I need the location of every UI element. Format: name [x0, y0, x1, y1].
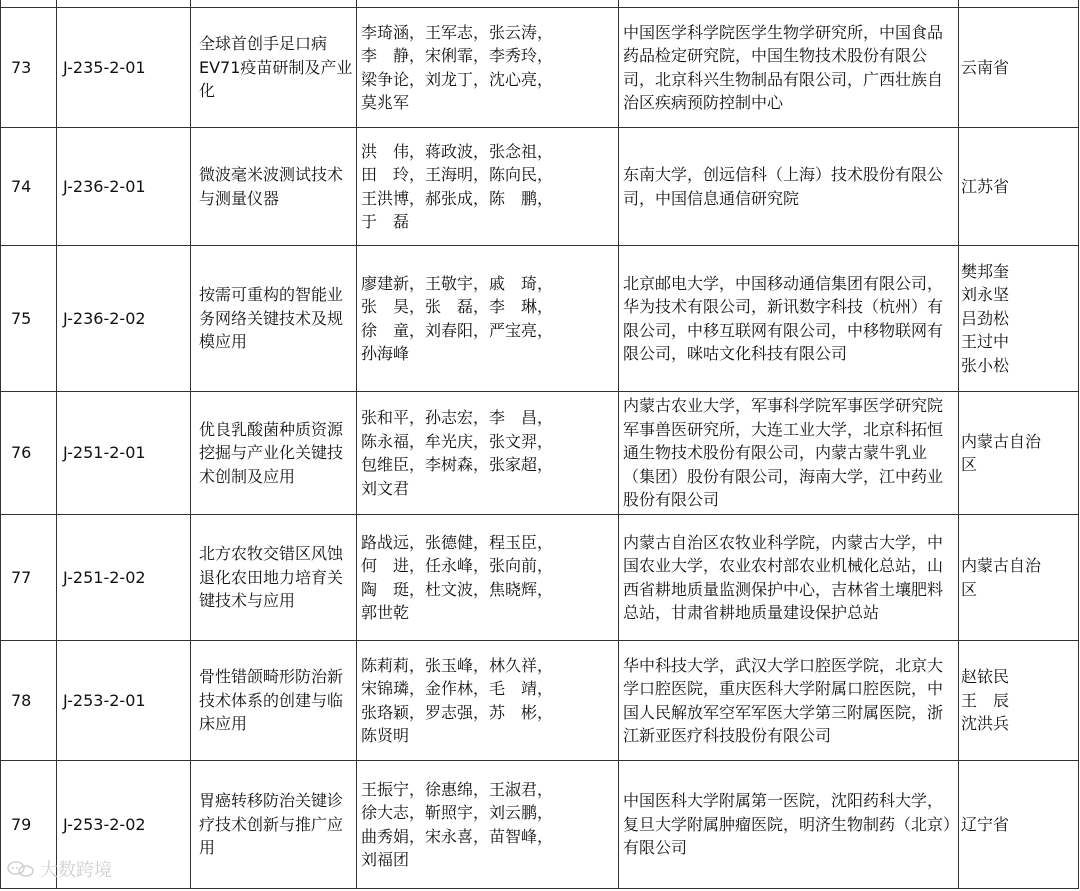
completers-line: 廖建新，王敬宇，戚 琦，: [361, 273, 554, 293]
project-code: J-236-2-01: [57, 128, 191, 246]
project-name: 胃癌转移防治关键诊疗技术创新与推广应用: [191, 761, 357, 889]
nominator-line: 内蒙古自治: [961, 556, 1042, 575]
completers-line: 李 静，宋俐霏，李秀玲，: [361, 46, 554, 65]
completers-line: 路战远，张德健，程玉臣，: [361, 532, 554, 552]
organizations: 华中科技大学，武汉大学口腔医学院，北京大学口腔医院，重庆医科大学附属口腔医院，中国人民解放军空军军医大学第三附属医院，浙江新亚医疗科技股份有限公司: [619, 641, 959, 761]
completers-line: 刘文君: [361, 478, 410, 498]
completers-line: 李琦涵，王军志，张云涛，: [361, 22, 554, 42]
completers-line: 田 玲，王海明，陈向民，: [361, 165, 554, 184]
table-row: [1, 392, 1079, 515]
table-top-strip: [1, 0, 1079, 8]
table-row: [1, 128, 1079, 246]
project-name: 按需可重构的智能业务网络关键技术及规模应用: [191, 246, 357, 392]
completers-line: 孙海峰: [361, 344, 410, 363]
completers-cell: [357, 515, 619, 641]
nominator-line: 王过中: [961, 332, 1010, 352]
completers-line: 张珞颖，罗志强，苏 彬，: [361, 702, 554, 722]
completers-line: 陈莉莉，张玉峰，林久祥，: [361, 655, 554, 675]
row-number: 75: [1, 246, 57, 392]
nominator-cell: [959, 641, 1079, 761]
project-code: J-235-2-01: [57, 8, 191, 128]
nominator-line: 辽宁省: [961, 814, 1010, 834]
nominator-cell: [959, 392, 1079, 515]
table-row: [1, 515, 1079, 641]
project-name: 微波毫米波测试技术与测量仪器: [191, 128, 357, 246]
nominator-cell: [959, 515, 1079, 641]
project-code: J-253-2-01: [57, 641, 191, 761]
row-number: 74: [1, 128, 57, 246]
completers-line: 何 进，任永峰，张向前，: [361, 556, 554, 575]
completers-line: 曲秀娟，宋永喜，苗智峰，: [361, 826, 554, 846]
completers-cell: [357, 641, 619, 761]
organizations: 内蒙古农业大学，军事科学院军事医学研究院军事兽医研究所，大连工业大学，北京科拓恒通生物技术股份有限公司，内蒙古蒙牛乳业（集团）股份有限公司，海南大学，江中药业股份有限公司: [619, 392, 959, 515]
nominator-line: 沈洪兵: [961, 714, 1010, 734]
organizations: 东南大学，创远信科（上海）技术股份有限公司，中国信息通信研究院: [619, 128, 959, 246]
table-row: [1, 246, 1079, 392]
completers-line: 王振宁，徐惠绵，王淑君，: [361, 779, 554, 799]
chat-bubbles-icon: [6, 859, 36, 879]
nominator-cell: [959, 128, 1079, 246]
row-number: 78: [1, 641, 57, 761]
row-number: 79: [1, 761, 57, 889]
nominator-line: 区: [961, 455, 978, 474]
completers-line: 于 磊: [361, 212, 410, 231]
project-code: J-251-2-01: [57, 392, 191, 515]
nominator-cell: [959, 246, 1079, 392]
completers-cell: [357, 761, 619, 889]
completers-line: 徐大志，靳照宇，刘云鹏，: [361, 803, 554, 822]
nominator-cell: [959, 8, 1079, 128]
project-name: 北方农牧交错区风蚀退化农田地力培育关键技术与应用: [191, 515, 357, 641]
project-code: J-253-2-02: [57, 761, 191, 889]
completers-cell: [357, 8, 619, 128]
nominator-line: 江苏省: [961, 176, 1010, 196]
project-code: J-236-2-02: [57, 246, 191, 392]
completers-line: 徐 童，刘春阳，严宝亮，: [361, 320, 554, 340]
completers-line: 梁争论，刘龙丁，沈心亮，: [361, 69, 554, 89]
nominator-line: 刘永坚: [961, 285, 1010, 305]
table-row: [1, 641, 1079, 761]
nominator-cell: [959, 761, 1079, 889]
project-code: J-251-2-02: [57, 515, 191, 641]
completers-line: 刘福团: [361, 850, 410, 869]
completers-line: 宋锦璘，金作林，毛 靖，: [361, 679, 554, 698]
organizations: 中国医科大学附属第一医院，沈阳药科大学，复旦大学附属肿瘤医院，明济生物制药（北京）有限公司: [619, 761, 959, 889]
completers-line: 张 昊，张 磊，李 琳，: [361, 297, 554, 316]
table-row: [1, 8, 1079, 128]
completers-line: 陈贤明: [361, 726, 410, 745]
nominator-line: 张小松: [961, 355, 1010, 375]
nominator-line: 区: [961, 579, 978, 599]
project-name: 优良乳酸菌种质资源挖掘与产业化关键技术创制及应用: [191, 392, 357, 515]
table-row: [1, 761, 1079, 889]
completers-line: 王洪博，郝张成，陈 鹏，: [361, 188, 554, 208]
completers-line: 莫兆军: [361, 93, 410, 112]
completers-line: 陈永福，牟光庆，张文羿，: [361, 431, 554, 451]
watermark-text: 大数跨境: [40, 860, 112, 881]
row-number: 76: [1, 392, 57, 515]
nominator-line: 樊邦奎: [961, 261, 1010, 281]
organizations: 北京邮电大学，中国移动通信集团有限公司，华为技术有限公司，新讯数字科技（杭州）有限公司，中移互联网有限公司，中移物联网有限公司，咪咕文化科技有限公司: [619, 246, 959, 392]
nominator-line: 吕劲松: [961, 308, 1010, 328]
nominator-line: 云南省: [961, 57, 1010, 77]
completers-cell: [357, 246, 619, 392]
completers-cell: [357, 128, 619, 246]
completers-cell: [357, 392, 619, 515]
row-number: 73: [1, 8, 57, 128]
nominator-line: 王 辰: [961, 690, 1010, 710]
watermark: [6, 856, 112, 882]
completers-line: 张和平，孙志宏，李 昌，: [361, 408, 554, 427]
project-name: 骨性错颌畸形防治新技术体系的创建与临床应用: [191, 641, 357, 761]
organizations: 中国医学科学院医学生物学研究所，中国食品药品检定研究院，中国生物技术股份有限公司，北京科兴生物制品有限公司，广西壮族自治区疾病预防控制中心: [619, 8, 959, 128]
completers-line: 包维臣，李树森，张家超，: [361, 455, 554, 474]
row-number: 77: [1, 515, 57, 641]
completers-line: 洪 伟，蒋政波，张念祖，: [361, 141, 554, 161]
nominator-line: 赵铱民: [961, 667, 1010, 687]
organizations: 内蒙古自治区农牧业科学院，内蒙古大学，中国农业大学，农业农村部农业机械化总站，山西省耕地质量监测保护中心，吉林省土壤肥料总站，甘肃省耕地质量建设保护总站: [619, 515, 959, 641]
completers-line: 陶 珽，杜文波，焦晓辉，: [361, 579, 554, 599]
nominator-line: 内蒙古自治: [961, 431, 1042, 451]
project-name: 全球首创手足口病EV71疫苗研制及产业化: [191, 8, 357, 128]
completers-line: 郭世乾: [361, 603, 410, 622]
